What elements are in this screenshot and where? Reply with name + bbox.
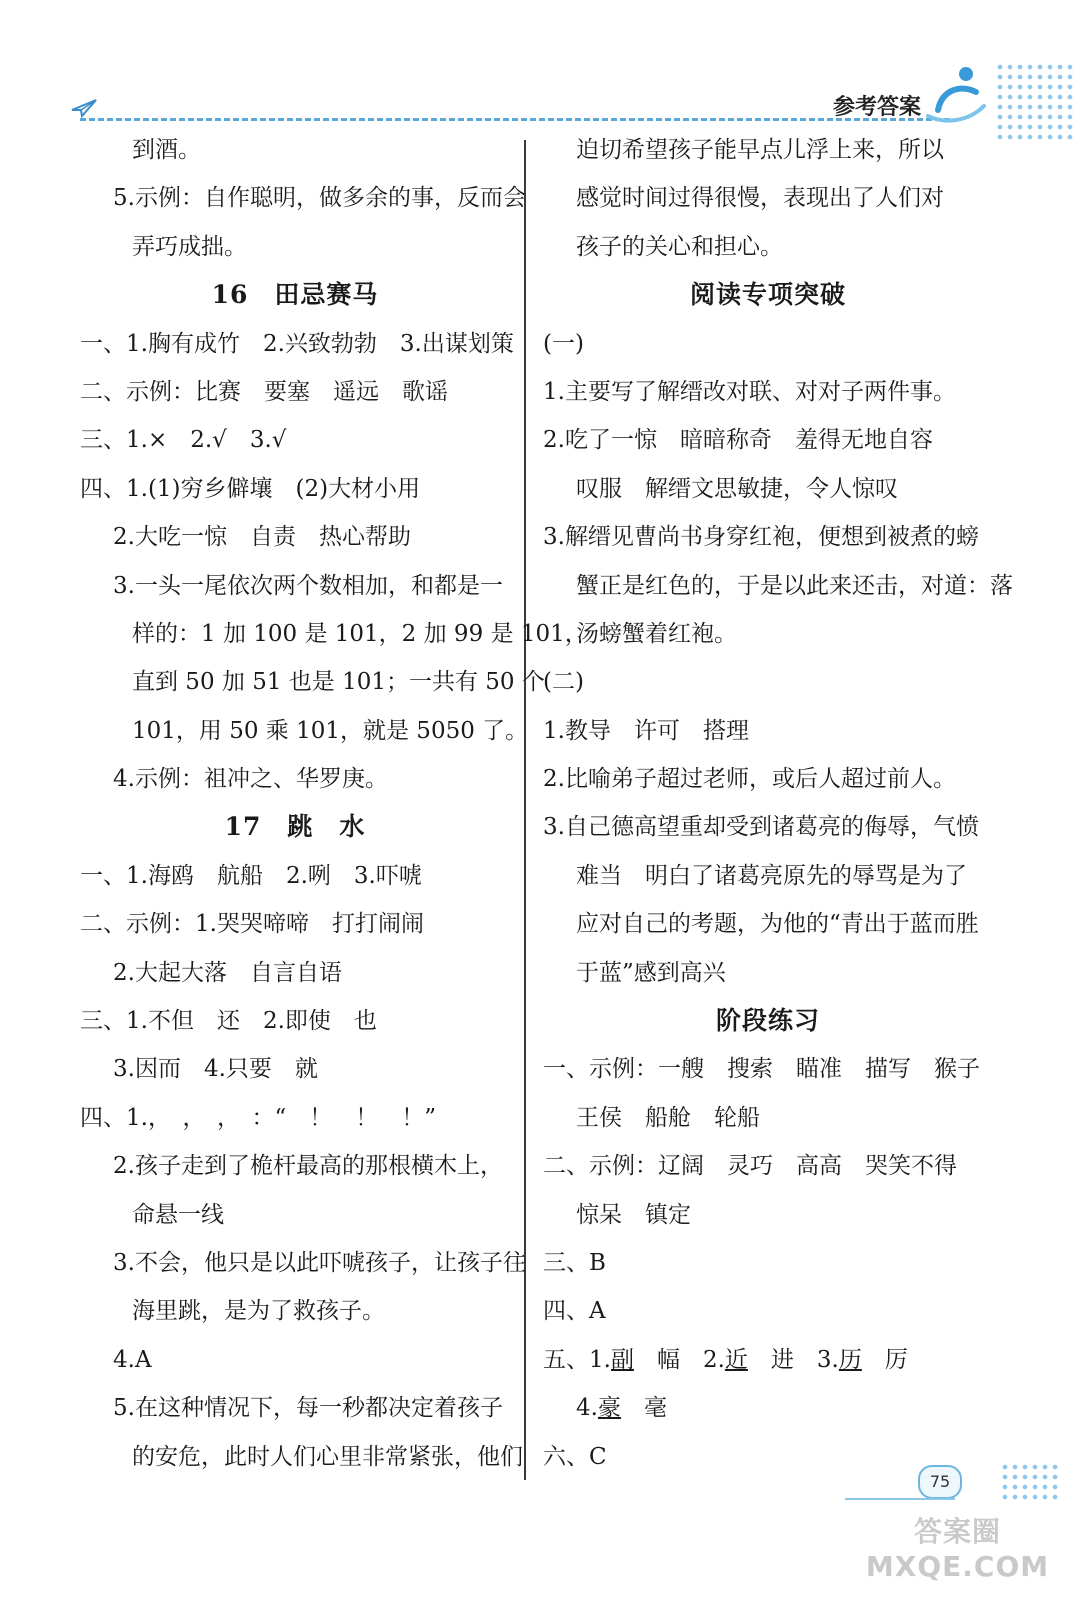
right-answer-line: 3.自己德高望重却受到诸葛亮的侮辱，气愤 [543, 814, 979, 841]
left-answer-line: 到酒。 [132, 137, 201, 163]
right-answer-line: 五、1.副 幅 2.近 进 3.历 厉 [543, 1346, 908, 1373]
left-answer-line: 3.因而 4.只要 就 [113, 1056, 318, 1083]
left-answer-line: 二、示例：比赛 要塞 遥远 歌谣 [80, 378, 448, 405]
left-answer-line: 2.大吃一惊 自责 热心帮助 [113, 524, 411, 551]
left-answer-line: 101，用 50 乘 101，就是 5050 了。 [132, 717, 529, 744]
left-answer-line: 的安危，此时人们心里非常紧张，他们 [132, 1443, 523, 1470]
right-answer-line: 三、B [543, 1249, 606, 1276]
right-column [543, 126, 1013, 1481]
footer-rule [845, 1498, 955, 1500]
right-answer-line: 1.教导 许可 搭理 [543, 717, 749, 744]
right-answer-line: 2.比喻弟子超过老师，或后人超过前人。 [543, 766, 956, 793]
right-answer-line: 四、A [543, 1298, 606, 1325]
left-answer-line: 4.A [113, 1346, 152, 1373]
page-number: 75 [918, 1465, 962, 1499]
right-answer-line: 叹服 解缙文思敏捷，令人惊叹 [576, 475, 898, 502]
header-title: 参考答案 [833, 95, 922, 120]
left-answer-line: 直到 50 加 51 也是 101；一共有 50 个 [132, 669, 545, 696]
left-answer-line: 命悬一线 [132, 1201, 224, 1228]
right-answer-line: 王侯 船舱 轮船 [576, 1104, 760, 1131]
right-answer-line: (二) [543, 669, 584, 696]
left-answer-line: 3.一头一尾依次两个数相加，和都是一 [113, 572, 503, 599]
watermark: 答案圈 MXQE.COM [865, 1515, 1050, 1583]
left-answer-line: 一、1.海鸥 航船 2.咧 3.吓唬 [80, 862, 422, 889]
right-answer-line: 一、示例：一艘 搜索 瞄准 描写 猴子 [543, 1056, 980, 1083]
right-answer-line: 感觉时间过得很慢，表现出了人们对 [576, 185, 944, 212]
left-answer-line: 5.在这种情况下，每一秒都决定着孩子 [113, 1395, 503, 1422]
right-answer-line: 3.解缙见曹尚书身穿红袍，便想到被煮的螃 [543, 524, 979, 551]
left-answer-line: 3.不会，他只是以此吓唬孩子，让孩子往 [113, 1249, 526, 1276]
right-section-heading: 阶段练习 [715, 1006, 820, 1036]
right-answer-line: 2.吃了一惊 暗暗称奇 羞得无地自容 [543, 427, 933, 454]
paper-plane-icon [70, 96, 98, 120]
right-answer-line: (一) [543, 330, 584, 357]
right-answer-line: 惊呆 镇定 [576, 1201, 691, 1228]
left-answer-line: 三、1.× 2.√ 3.√ [80, 427, 287, 454]
header-dashed-rule [80, 118, 950, 121]
footer-dot-pattern [1000, 1462, 1060, 1502]
header-dot-pattern [995, 62, 1077, 144]
left-answer-line: 2.孩子走到了桅杆最高的那根横木上， [113, 1153, 503, 1180]
left-answer-line: 二、示例：1.哭哭啼啼 打打闹闹 [80, 911, 424, 938]
left-answer-line: 样的：1 加 100 是 101，2 加 99 是 101， [132, 620, 588, 647]
page-header [0, 0, 1082, 140]
right-answer-line: 应对自己的考题，为他的“青出于蓝而胜 [576, 911, 979, 938]
right-answer-line: 于蓝”感到高兴 [576, 959, 726, 986]
left-section-heading: 17 跳 水 [224, 812, 366, 842]
right-answer-line: 二、示例：辽阔 灵巧 高高 哭笑不得 [543, 1153, 957, 1180]
left-answer-line: 四、1.， ， ， ：“ ！ ！ ！” [80, 1104, 436, 1131]
left-answer-line: 4.示例：祖冲之、华罗庚。 [113, 766, 388, 793]
right-answer-line: 六、C [543, 1443, 607, 1470]
right-answer-line: 1.主要写了解缙改对联、对对子两件事。 [543, 378, 956, 405]
right-answer-line: 4.豪 毫 [576, 1395, 667, 1422]
left-answer-line: 弄巧成拙。 [132, 233, 247, 260]
left-answer-line: 2.大起大落 自言自语 [113, 959, 342, 986]
left-answer-line: 一、1.胸有成竹 2.兴致勃勃 3.出谋划策 [80, 330, 514, 357]
right-answer-line: 孩子的关心和担心。 [576, 233, 783, 260]
left-section-heading: 16 田忌赛马 [211, 280, 379, 310]
left-answer-line: 5.示例：自作聪明，做多余的事，反而会 [113, 185, 526, 212]
right-answer-line: 汤螃蟹着红袍。 [576, 620, 737, 647]
left-answer-line: 三、1.不但 还 2.即使 也 [80, 1008, 377, 1035]
swimmer-logo-icon [920, 62, 990, 124]
right-section-heading: 阅读专项突破 [689, 280, 846, 310]
right-answer-line: 蟹正是红色的，于是以此来还击，对道：落 [576, 572, 1013, 599]
right-answer-line: 迫切希望孩子能早点儿浮上来，所以 [576, 137, 944, 163]
left-answer-line: 海里跳，是为了救孩子。 [132, 1298, 385, 1325]
right-answer-line: 难当 明白了诸葛亮原先的辱骂是为了 [576, 862, 967, 889]
left-answer-line: 四、1.(1)穷乡僻壤 (2)大材小用 [80, 475, 421, 502]
